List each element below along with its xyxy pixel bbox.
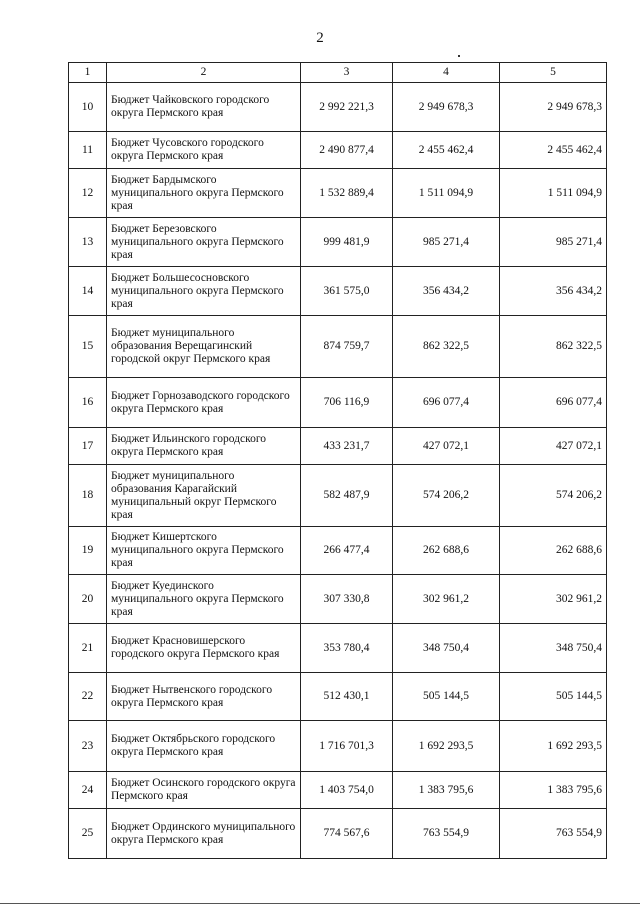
value-col3: 582 487,9: [301, 465, 393, 527]
row-number: 18: [69, 465, 107, 527]
value-col3: 433 231,7: [301, 428, 393, 465]
row-number: 17: [69, 428, 107, 465]
row-number: 11: [69, 132, 107, 169]
table-row: [69, 378, 607, 428]
value-col4: 574 206,2: [393, 465, 500, 527]
table-row: [69, 772, 607, 809]
budget-name: Бюджет Октябрьского городского округа Пермского края: [107, 721, 301, 772]
row-number: 22: [69, 673, 107, 721]
value-col4: 427 072,1: [393, 428, 500, 465]
value-col5: 262 688,6: [500, 527, 607, 575]
value-col3: 1 716 701,3: [301, 721, 393, 772]
row-number: 10: [69, 83, 107, 132]
value-col3: 706 116,9: [301, 378, 393, 428]
row-number: 20: [69, 575, 107, 624]
value-col3: 874 759,7: [301, 316, 393, 378]
row-number: 13: [69, 218, 107, 267]
value-col3: 2 992 221,3: [301, 83, 393, 132]
table-row: [69, 169, 607, 218]
budget-name: Бюджет Березовского муниципального округа Пермского края: [107, 218, 301, 267]
budget-name: Бюджет Горнозаводского городского округа Пермского края: [107, 378, 301, 428]
value-col4: 2 455 462,4: [393, 132, 500, 169]
value-col5: 574 206,2: [500, 465, 607, 527]
header-cell: 2: [107, 63, 301, 83]
table-row: [69, 218, 607, 267]
value-col3: 2 490 877,4: [301, 132, 393, 169]
row-number: 23: [69, 721, 107, 772]
budget-name: Бюджет Чайковского городского округа Пермского края: [107, 83, 301, 132]
table-row: [69, 624, 607, 673]
value-col4: 356 434,2: [393, 267, 500, 316]
row-number: 24: [69, 772, 107, 809]
value-col3: 1 532 889,4: [301, 169, 393, 218]
budget-name: Бюджет Нытвенского городского округа Пермского края: [107, 673, 301, 721]
value-col5: 505 144,5: [500, 673, 607, 721]
value-col5: 1 511 094,9: [500, 169, 607, 218]
budget-name: Бюджет Осинского городского округа Пермского края: [107, 772, 301, 809]
header-cell: 4: [393, 63, 500, 83]
value-col5: 348 750,4: [500, 624, 607, 673]
row-number: 15: [69, 316, 107, 378]
budget-name: Бюджет Красновишерского городского округа Пермского края: [107, 624, 301, 673]
value-col4: 696 077,4: [393, 378, 500, 428]
table-row: [69, 267, 607, 316]
page-number: 2: [316, 30, 324, 46]
table-row: [69, 83, 607, 132]
table-row: [69, 132, 607, 169]
header-cell: 3: [301, 63, 393, 83]
value-col3: 999 481,9: [301, 218, 393, 267]
value-col5: 302 961,2: [500, 575, 607, 624]
value-col3: 361 575,0: [301, 267, 393, 316]
value-col4: 505 144,5: [393, 673, 500, 721]
value-col3: 307 330,8: [301, 575, 393, 624]
value-col4: 2 949 678,3: [393, 83, 500, 132]
value-col4: 1 692 293,5: [393, 721, 500, 772]
value-col5: 356 434,2: [500, 267, 607, 316]
row-number: 19: [69, 527, 107, 575]
value-col4: 262 688,6: [393, 527, 500, 575]
row-number: 16: [69, 378, 107, 428]
value-col4: 1 511 094,9: [393, 169, 500, 218]
value-col3: 353 780,4: [301, 624, 393, 673]
row-number: 12: [69, 169, 107, 218]
value-col4: 1 383 795,6: [393, 772, 500, 809]
scan-speck: [458, 55, 460, 57]
budget-name: Бюджет муниципального образования Верещагинский городской округ Пермского края: [107, 316, 301, 378]
value-col5: 862 322,5: [500, 316, 607, 378]
value-col5: 696 077,4: [500, 378, 607, 428]
budget-name: Бюджет Куединского муниципального округа Пермского края: [107, 575, 301, 624]
table-row: [69, 673, 607, 721]
table-row: [69, 527, 607, 575]
value-col5: 2 455 462,4: [500, 132, 607, 169]
value-col3: 512 430,1: [301, 673, 393, 721]
budget-name: Бюджет муниципального образования Карагайский муниципальный округ Пермского края: [107, 465, 301, 527]
value-col5: 1 383 795,6: [500, 772, 607, 809]
value-col5: 2 949 678,3: [500, 83, 607, 132]
budget-table: [68, 62, 607, 859]
page-bottom-border: [0, 903, 640, 904]
value-col3: 1 403 754,0: [301, 772, 393, 809]
row-number: 21: [69, 624, 107, 673]
table-row: [69, 428, 607, 465]
value-col4: 763 554,9: [393, 809, 500, 859]
value-col5: 763 554,9: [500, 809, 607, 859]
budget-name: Бюджет Чусовского городского округа Пермского края: [107, 132, 301, 169]
value-col4: 302 961,2: [393, 575, 500, 624]
table-row: [69, 575, 607, 624]
header-row: [69, 63, 607, 83]
value-col5: 427 072,1: [500, 428, 607, 465]
table-row: [69, 809, 607, 859]
value-col3: 774 567,6: [301, 809, 393, 859]
budget-name: Бюджет Ординского муниципального округа Пермского края: [107, 809, 301, 859]
budget-name: Бюджет Большесосновского муниципального округа Пермского края: [107, 267, 301, 316]
row-number: 25: [69, 809, 107, 859]
value-col5: 1 692 293,5: [500, 721, 607, 772]
value-col4: 348 750,4: [393, 624, 500, 673]
value-col3: 266 477,4: [301, 527, 393, 575]
table-row: [69, 465, 607, 527]
header-cell: 5: [500, 63, 607, 83]
value-col4: 985 271,4: [393, 218, 500, 267]
budget-name: Бюджет Ильинского городского округа Пермского края: [107, 428, 301, 465]
header-cell: 1: [69, 63, 107, 83]
budget-name: Бюджет Бардымского муниципального округа Пермского края: [107, 169, 301, 218]
table-row: [69, 316, 607, 378]
table-row: [69, 721, 607, 772]
value-col4: 862 322,5: [393, 316, 500, 378]
budget-name: Бюджет Кишертского муниципального округа Пермского края: [107, 527, 301, 575]
value-col5: 985 271,4: [500, 218, 607, 267]
row-number: 14: [69, 267, 107, 316]
